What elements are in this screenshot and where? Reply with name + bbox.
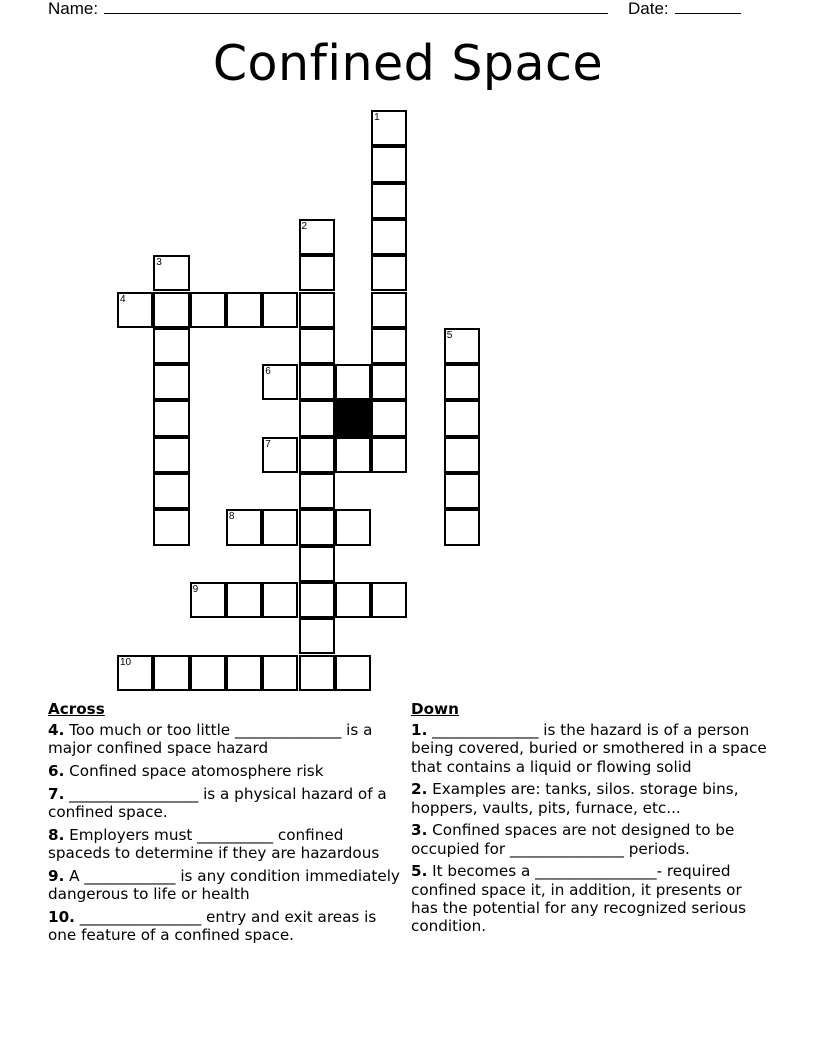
grid-cell[interactable] (299, 328, 335, 364)
clue-text: ________________ entry and exit areas is one feature of a confined space. (48, 908, 377, 945)
clue-text: ______________ is the hazard is of a person being covered, buried or smothered in a space that contains a liquid or flowing solid (411, 721, 767, 776)
grid-cell[interactable] (371, 146, 407, 182)
grid-cell[interactable] (444, 509, 480, 545)
grid-cell[interactable] (153, 437, 189, 473)
clue-item (48, 721, 408, 757)
grid-cell[interactable] (299, 473, 335, 509)
clue-number: 4. (48, 721, 65, 740)
clue-number: 8. (48, 826, 65, 844)
clue-item (411, 821, 773, 857)
clue-number: 2 (301, 220, 308, 232)
grid-cell[interactable] (444, 400, 480, 436)
grid-cell[interactable] (262, 582, 298, 618)
grid-cell[interactable] (371, 255, 407, 291)
grid-cell[interactable] (226, 292, 262, 328)
clue-number: 3. (411, 821, 428, 840)
clue-number: 5 (446, 329, 453, 341)
date-field[interactable] (628, 0, 741, 19)
grid-cell[interactable] (299, 655, 335, 691)
clue-item (411, 721, 773, 776)
grid-cell[interactable] (371, 183, 407, 219)
grid-cell[interactable] (371, 582, 407, 618)
clue-number: 7. (48, 785, 65, 803)
grid-cell[interactable] (299, 546, 335, 582)
page-title: Confined Space (212, 35, 604, 92)
clue-text: Too much or too little ______________ is a major confined space hazard (48, 721, 373, 758)
grid-cell[interactable] (262, 509, 298, 545)
clue-item (48, 908, 408, 944)
grid-cell[interactable] (153, 655, 189, 691)
clue-item (48, 785, 408, 821)
grid-cell[interactable] (226, 655, 262, 691)
grid-cell[interactable] (153, 509, 189, 545)
date-line[interactable] (675, 0, 741, 14)
grid-cell[interactable] (371, 110, 407, 146)
clue-number: 6. (48, 762, 65, 781)
clue-item (48, 867, 408, 903)
grid-cell[interactable] (190, 655, 226, 691)
grid-cell[interactable] (299, 292, 335, 328)
grid-cell[interactable] (153, 400, 189, 436)
grid-cell[interactable] (299, 400, 335, 436)
clue-text: Employers must __________ confined spaceds to determine if they are hazardous (48, 826, 380, 863)
down-clues (411, 700, 773, 940)
grid-cell[interactable] (335, 364, 371, 400)
grid-cell[interactable] (262, 655, 298, 691)
grid-cell[interactable] (444, 328, 480, 364)
clue-item (48, 762, 408, 780)
clue-number: 7 (265, 438, 271, 450)
grid-cell[interactable] (153, 255, 189, 291)
grid-cell[interactable] (226, 582, 262, 618)
grid-cell[interactable] (335, 437, 371, 473)
name-field[interactable] (48, 0, 608, 19)
date-label: Date: (628, 0, 669, 18)
grid-cell[interactable] (153, 473, 189, 509)
grid-cell[interactable] (153, 364, 189, 400)
clue-item (411, 780, 773, 816)
clue-text: _________________ is a physical hazard of a confined space. (48, 785, 387, 822)
clue-number: 5. (411, 862, 428, 881)
grid-cell[interactable] (299, 255, 335, 291)
grid-cell[interactable] (117, 292, 153, 328)
grid-cell[interactable] (262, 364, 298, 400)
grid-cell[interactable] (262, 292, 298, 328)
grid-cell[interactable] (299, 219, 335, 255)
grid-cell[interactable] (299, 509, 335, 545)
grid-cell[interactable] (371, 219, 407, 255)
clue-number: 9. (48, 867, 65, 885)
clue-item (48, 826, 408, 862)
across-heading: Across (48, 700, 105, 718)
across-clues (48, 700, 408, 949)
grid-cell[interactable] (262, 437, 298, 473)
grid-cell[interactable] (190, 292, 226, 328)
clue-number: 1 (374, 112, 380, 123)
grid-cell[interactable] (299, 582, 335, 618)
clue-text: It becomes a ________________- required confined space it, in addition, it presents or has the potential for any recognized serious condition. (411, 862, 746, 936)
grid-cell[interactable] (226, 509, 262, 545)
clue-number: 1. (411, 721, 428, 740)
clue-text: Confined space atomosphere risk (64, 762, 324, 781)
grid-cell[interactable] (299, 437, 335, 473)
black-cell (335, 400, 371, 436)
clue-number: 9 (192, 583, 199, 595)
grid-cell[interactable] (371, 400, 407, 436)
clue-number: 6 (265, 366, 271, 378)
grid-cell[interactable] (371, 328, 407, 364)
grid-cell[interactable] (371, 437, 407, 473)
clue-number: 3 (156, 257, 162, 269)
clue-number: 4 (120, 293, 126, 305)
clue-text: Examples are: tanks, silos. storage bins, hoppers, vaults, pits, furnace, etc... (411, 780, 739, 817)
grid-cell[interactable] (153, 292, 189, 328)
clue-number: 10 (120, 656, 132, 668)
grid-cell[interactable] (117, 655, 153, 691)
grid-cell[interactable] (371, 364, 407, 400)
down-heading: Down (411, 700, 459, 718)
name-label: Name: (48, 0, 99, 18)
clue-number: 8 (228, 511, 235, 523)
grid-cell[interactable] (335, 655, 371, 691)
grid-cell[interactable] (371, 292, 407, 328)
grid-cell[interactable] (299, 364, 335, 400)
grid-cell[interactable] (335, 582, 371, 618)
clue-text: Confined spaces are not designed to be occupied for _______________ periods. (411, 821, 735, 858)
clue-item (411, 862, 773, 935)
grid-cell[interactable] (153, 328, 189, 364)
grid-cell[interactable] (444, 437, 480, 473)
grid-cell[interactable] (444, 473, 480, 509)
grid-cell[interactable] (444, 364, 480, 400)
clue-number: 10. (48, 908, 75, 926)
name-line[interactable] (104, 0, 608, 14)
grid-cell[interactable] (299, 618, 335, 654)
grid-cell[interactable] (335, 509, 371, 545)
clue-number: 2. (411, 780, 428, 799)
clue-text: A ____________ is any condition immediately dangerous to life or health (48, 867, 400, 904)
grid-cell[interactable] (190, 582, 226, 618)
